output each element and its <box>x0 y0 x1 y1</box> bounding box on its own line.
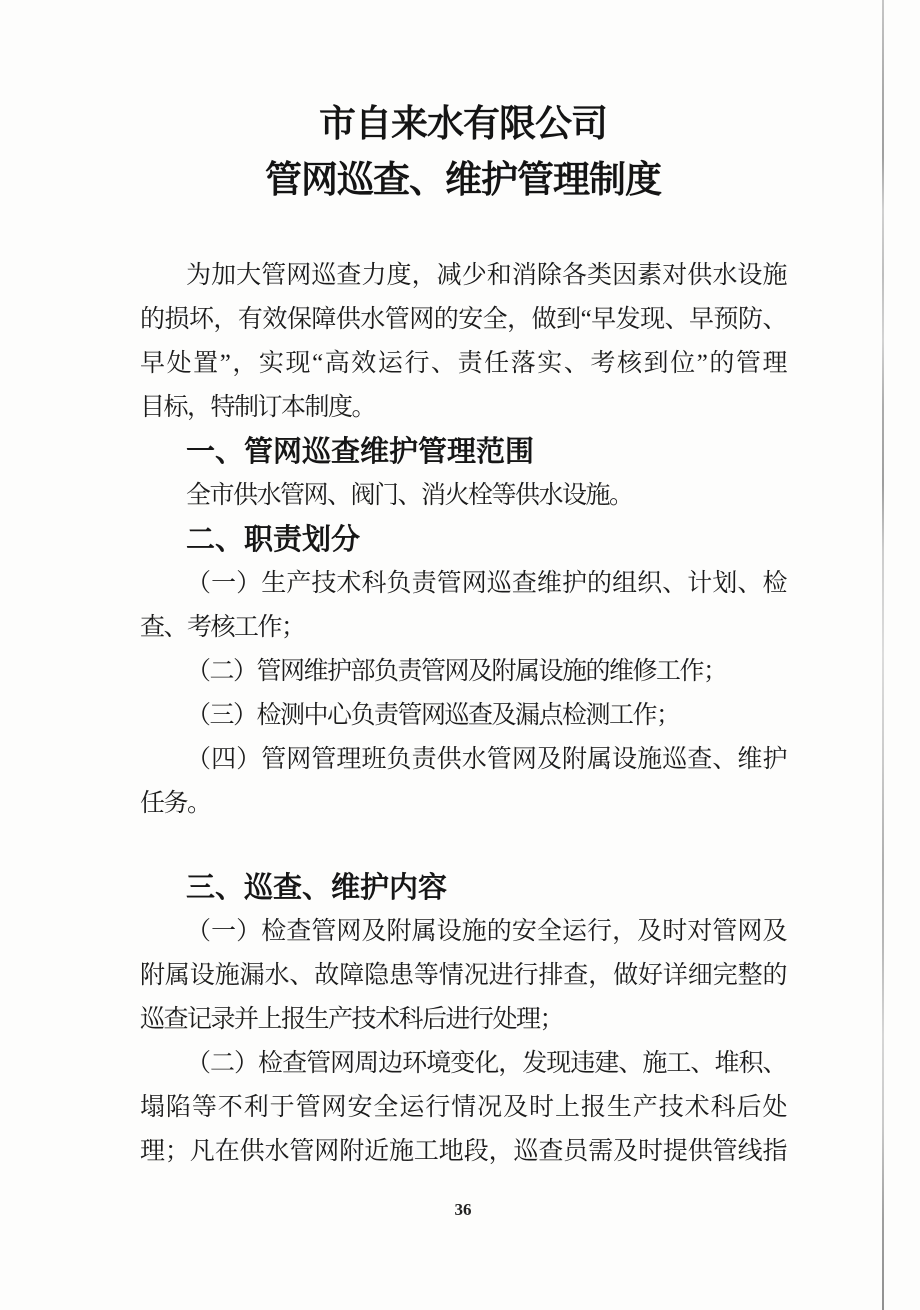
text-line: 查、考核工作； <box>140 614 305 641</box>
text-line: 目标，特制订本制度。 <box>140 394 376 421</box>
text-line: 巡查记录并上报生产技术科后进行处理； <box>140 1006 564 1033</box>
document-title <box>140 96 786 208</box>
paragraph <box>140 474 786 518</box>
text-line: （二）管网维护部负责管网及附属设施的维修工作； <box>186 658 727 685</box>
text-line: （二）检查管网周边环境变化，发现违建、施工、堆积、 <box>186 1050 786 1077</box>
text-line: 附属设施漏水、故障隐患等情况进行排查，做好详细完整的 <box>140 962 786 989</box>
document-title-line2: 管网巡查、维护管理制度 <box>265 159 661 200</box>
document-body <box>140 254 786 1174</box>
paragraph <box>140 650 786 694</box>
paragraph <box>140 738 786 826</box>
page-number: 36 <box>454 1200 472 1219</box>
text-line: 二、职责划分 <box>186 524 361 556</box>
text-line: 早处置”，实现“高效运行、责任落实、考核到位”的管理 <box>140 350 786 377</box>
text-line: 理；凡在供水管网附近施工地段，巡查员需及时提供管线指 <box>140 1138 786 1165</box>
text-line: 任务。 <box>140 790 211 817</box>
document-content <box>140 0 786 1174</box>
scan-artifact-line <box>882 0 884 1310</box>
text-line: 一、管网巡查维护管理范围 <box>186 436 535 468</box>
text-line: （三）检测中心负责管网巡查及漏点检测工作； <box>186 702 680 729</box>
section-heading <box>140 430 786 474</box>
text-line: （一）生产技术科负责管网巡查维护的组织、计划、检 <box>186 570 786 597</box>
paragraph <box>140 562 786 650</box>
text-line: （一）检查管网及附属设施的安全运行，及时对管网及 <box>186 918 786 945</box>
section-heading <box>140 518 786 562</box>
text-line: 的损坏，有效保障供水管网的安全，做到“早发现、早预防、 <box>140 306 786 333</box>
text-line: （四）管网管理班负责供水管网及附属设施巡查、维护 <box>186 746 786 773</box>
text-line: 塌陷等不利于管网安全运行情况及时上报生产技术科后处 <box>140 1094 786 1121</box>
paragraph <box>140 1042 786 1174</box>
text-line: 为加大管网巡查力度，减少和消除各类因素对供水设施 <box>186 262 786 289</box>
paragraph <box>140 694 786 738</box>
paragraph <box>140 254 786 430</box>
section-heading <box>140 866 786 910</box>
text-line: 三、巡查、维护内容 <box>186 872 448 904</box>
paragraph <box>140 910 786 1042</box>
document-title-line1: 市自来水有限公司 <box>319 103 607 144</box>
text-line: 全市供水管网、阀门、消火栓等供水设施。 <box>186 482 633 509</box>
